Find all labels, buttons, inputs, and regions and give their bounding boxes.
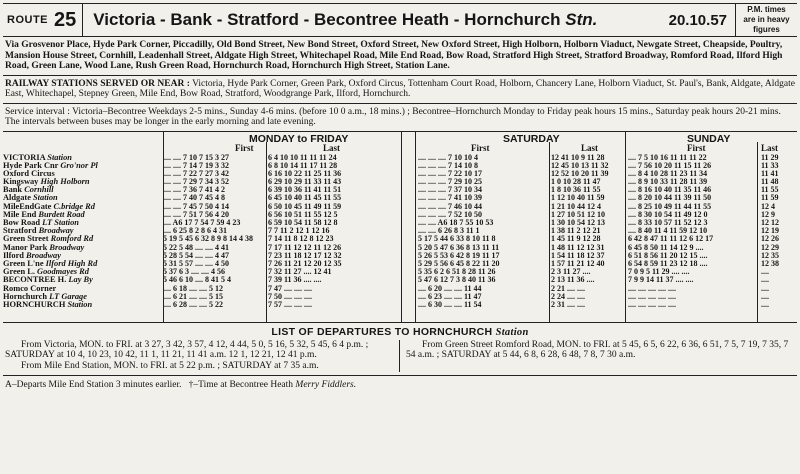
divider-sat-sun <box>625 132 626 322</box>
time-row: 12 35 <box>761 250 779 260</box>
stop-row <box>3 178 163 186</box>
time-row: 7 50 .... .... .... <box>268 291 312 301</box>
time-row: 6 59 10 54 11 58 12 8 <box>268 218 338 227</box>
time-row: 12 45 10 13 11 32 <box>551 160 609 170</box>
time-row: 1 12 10 40 11 59 <box>551 193 605 203</box>
departures-list <box>3 338 797 376</box>
time-row: 7 9 9 14 11 37 .... .... <box>628 275 694 285</box>
departures-green-street: From Green Street Romford Road, MON. to FRI. at 5 45, 6 5, 6 22, 6 36, 6 51, 7 5, 7 19, 7 35, 7 54 a.m. ; SATURDAY at 5 44, 6 8, 6 28, 6 48, 7 8, 7 30 a.m. <box>406 339 789 361</box>
stop-row <box>3 285 163 293</box>
time-row: .... 8 16 10 40 11 35 11 46 <box>628 185 712 195</box>
route-header <box>3 3 797 37</box>
time-row: .... 6 20 .... .... 11 44 <box>418 283 482 293</box>
stop-name: Bank <box>3 186 25 195</box>
time-row: 6 39 10 36 11 41 11 51 <box>268 185 342 195</box>
stop-name: Kingsway <box>3 178 41 187</box>
time-row: 6 45 10 40 11 45 11 55 <box>268 193 342 203</box>
departures-left <box>5 340 400 372</box>
saturday-last-label: Last <box>581 142 599 153</box>
time-row: 6 4 10 10 11 11 11 24 <box>268 152 337 162</box>
time-row: .... .... 7 36 7 41 4 2 <box>163 185 225 195</box>
stop-name: Romco Corner <box>3 284 57 293</box>
stop-name: Bow Road <box>3 219 43 227</box>
stop-suffix: Goodmayes Rd <box>37 268 89 277</box>
time-row: .... 7 56 10 20 11 15 11 26 <box>628 160 712 170</box>
stop-row <box>3 162 163 170</box>
time-row: 7 17 11 12 12 11 12 26 <box>268 242 342 252</box>
time-row: .... 8 33 10 57 11 52 12 3 <box>628 218 708 227</box>
time-row: 7 57 .... .... .... <box>268 299 312 309</box>
stop-row <box>3 276 163 284</box>
stop-row <box>3 170 163 178</box>
stop-suffix: Romford Rd <box>50 235 94 244</box>
time-row: .... <box>761 283 769 293</box>
footnotes <box>3 376 797 395</box>
time-row: .... .... .... .... .... <box>628 291 676 301</box>
stop-name: Ilford <box>3 251 27 260</box>
time-row: .... 8 20 10 44 11 39 11 50 <box>628 193 712 203</box>
time-row: 5 20 5 47 6 36 8 13 11 11 <box>418 242 500 252</box>
stop-suffix: Broadway <box>26 251 61 260</box>
time-row: .... 8 25 10 49 11 44 11 55 <box>628 201 712 211</box>
saturday-first-label: First <box>471 142 490 153</box>
time-row: 7 26 11 21 12 20 12 35 <box>268 258 342 268</box>
time-row: 5 35 6 2 6 51 8 28 11 26 <box>418 267 496 277</box>
time-row: .... .... .... 7 22 10 17 <box>418 168 482 178</box>
section-title-mon-fri: MONDAY to FRIDAY <box>249 132 349 145</box>
time-row: .... .... .... 7 52 10 50 <box>418 209 482 219</box>
stop-row <box>3 252 163 260</box>
time-row: 11 29 <box>761 152 779 162</box>
time-row: 1 45 11 9 12 28 <box>551 234 601 244</box>
mon-fri-last-label: Last <box>323 142 341 153</box>
time-row: .... 6 23 .... .... 11 47 <box>418 291 482 301</box>
time-row: 5 19 5 45 6 32 8 9 8 14 4 38 <box>163 234 253 244</box>
stop-suffix: Broadway <box>49 243 85 252</box>
time-row: 11 41 <box>761 168 779 178</box>
time-row: .... 6 28 .... .... 5 22 <box>163 299 223 309</box>
time-row: .... 8 40 11 4 11 59 12 10 <box>628 226 708 236</box>
time-row: 6 51 8 56 11 20 12 15 .... <box>628 250 708 260</box>
stop-row <box>3 186 163 194</box>
time-row: .... 7 5 10 16 11 11 11 22 <box>628 152 707 162</box>
time-row: 12 9 <box>761 209 775 219</box>
time-row: 5 37 6 3 .... .... 4 56 <box>163 267 225 277</box>
stop-name: Hornchurch <box>3 292 50 301</box>
stop-suffix: Lay By <box>68 276 93 285</box>
timetable-page <box>3 3 797 471</box>
stop-name: Mile End <box>3 210 39 219</box>
route-word: ROUTE <box>7 14 48 26</box>
railway-stations-text: Victoria, Hyde Park Corner, Green Park, Oxford Circus, Tottenham Court Road, Holborn, Chancery Lane, Holborn Viaduct, St. Paul's, Bank, Aldgate, Aldgate East, Whitechapel, Stepney Green, Mile End, Bow Road, Stratford, Woodgrange Park, Ilford, Hornchurch. <box>5 78 795 99</box>
stop-suffix: High Holborn <box>40 178 90 187</box>
divider-sun-mid <box>757 142 758 322</box>
departures-mile-end: From Mile End Station, MON. to FRI. at 5 22 p.m. ; SATURDAY at 7 35 a.m. <box>21 361 319 372</box>
departures-title-text: LIST OF DEPARTURES TO HORNCHURCH <box>271 325 493 338</box>
stop-row <box>3 260 163 268</box>
stop-row <box>3 211 163 219</box>
time-row: 1 57 11 21 12 40 <box>551 258 605 268</box>
time-row: 7 7 11 2 12 1 12 16 <box>268 226 330 236</box>
time-row: .... .... .... .... .... <box>628 299 676 309</box>
time-row: .... 6 30 .... .... 11 54 <box>418 299 482 309</box>
time-row: .... .... .... 7 14 10 8 <box>418 160 478 170</box>
railway-stations-label: RAILWAY STATIONS SERVED OR NEAR : <box>5 78 190 89</box>
footnote-b: †–Time at Becontree Heath <box>188 379 294 390</box>
stop-suffix: Station <box>33 194 58 203</box>
time-row: .... .... 7 14 7 19 3 32 <box>163 160 229 170</box>
time-row: 5 22 5 48 .... .... 4 41 <box>163 242 229 252</box>
time-row: 6 45 8 50 11 14 12 9 .... <box>628 242 704 252</box>
stop-row <box>3 219 163 227</box>
time-row: 6 50 10 45 11 49 11 59 <box>268 201 342 211</box>
stop-row <box>3 268 163 276</box>
time-row: .... .... .... 7 29 10 25 <box>418 177 482 187</box>
route-title-text: Victoria - Bank - Stratford - Becontree Heath - Hornchurch <box>93 10 561 29</box>
time-row: 7 32 11 27 .... 12 41 <box>268 267 332 277</box>
time-row: 1 48 11 12 12 31 <box>551 242 605 252</box>
route-title-suffix: Stn. <box>565 10 598 29</box>
time-row: 6 16 10 22 11 25 11 36 <box>268 168 342 178</box>
stop-name: MileEndGate <box>3 202 54 211</box>
time-row: 7 23 11 18 12 17 12 32 <box>268 250 342 260</box>
stop-name: VICTORIA <box>3 153 48 162</box>
sunday-first-times <box>628 154 753 310</box>
stop-suffix: C.bridge Rd <box>53 202 95 211</box>
time-row: 7 47 .... .... .... <box>268 283 312 293</box>
timetable-grid <box>3 131 797 323</box>
time-row: 12 41 10 9 11 28 <box>551 152 605 162</box>
stop-suffix: Gro'nor Pl <box>60 161 98 170</box>
time-row: 1 21 10 44 12 4 <box>551 201 601 211</box>
stop-row <box>3 301 163 309</box>
stop-suffix: Cornhill <box>24 186 54 195</box>
time-row: .... 6 18 .... .... 5 12 <box>163 283 223 293</box>
stop-suffix: Burdett Road <box>38 210 85 219</box>
time-row: .... .... .... 7 46 10 44 <box>418 201 482 211</box>
time-row: 12 26 <box>761 234 779 244</box>
time-row: .... .... 7 51 7 56 4 20 <box>163 209 229 219</box>
time-row: 6 54 8 59 11 23 12 18 .... <box>628 258 708 268</box>
service-interval: Service interval : Victoria–Becontree Weekdays 2-5 mins., Sunday 4-6 mins. (before 10 0 a.m., 18 mins.) ; Becontree–Hornchurch Monday to Friday peak hours 15 mins., Saturday peak hours 20-21 mins. The intervals between buses may be longer in the early morning and late evening. <box>5 106 781 127</box>
time-row: 2 3 11 27 .... <box>551 267 591 277</box>
time-row: 2 21 .... .... <box>551 283 585 293</box>
stop-row <box>3 244 163 252</box>
stop-name: Green L'ne <box>3 259 46 268</box>
time-row: 1 38 11 2 12 21 <box>551 226 601 236</box>
stop-suffix: Ilford High Rd <box>45 259 98 268</box>
time-row: 12 19 <box>761 226 779 236</box>
time-row: 6 42 8 47 11 11 12 6 12 17 <box>628 234 714 244</box>
time-row: .... <box>761 267 769 277</box>
time-row: 1 27 10 51 12 10 <box>551 209 605 219</box>
stop-row <box>3 293 163 301</box>
saturday-last-times <box>551 154 623 310</box>
stop-row <box>3 227 163 235</box>
time-row: 11 48 <box>761 177 779 187</box>
time-row: 5 31 5 57 .... .... 4 50 <box>163 258 229 268</box>
divider-mf-sat <box>401 132 402 322</box>
stop-name: Oxford Circus <box>3 169 55 178</box>
time-row: .... <box>761 275 769 285</box>
route-number-box <box>3 4 83 36</box>
time-row: 1 8 10 36 11 55 <box>551 185 601 195</box>
section-title-saturday: SATURDAY <box>503 132 560 145</box>
footnote-b-place: Merry Fiddlers. <box>295 379 357 390</box>
pm-note: P.M. times are in heavy figures <box>735 4 797 36</box>
time-row: 5 47 6 12 7 3 8 40 11 36 <box>418 275 496 285</box>
stop-suffix: LT Station <box>42 219 79 227</box>
time-row: .... .... .... 7 10 10 4 <box>418 152 478 162</box>
time-row: 6 29 10 29 11 33 11 43 <box>268 177 342 187</box>
time-row: .... .... 7 10 7 15 3 27 <box>163 152 229 162</box>
time-row: 7 14 11 8 12 8 12 23 <box>268 234 334 244</box>
time-row: 12 4 <box>761 201 775 211</box>
time-row: 11 55 <box>761 185 779 195</box>
time-row: .... .... 7 45 7 50 4 14 <box>163 201 229 211</box>
stop-name: HORNCHURCH <box>3 300 68 309</box>
sunday-last-times <box>761 154 795 310</box>
time-row: 5 28 5 54 .... .... 4 47 <box>163 250 229 260</box>
divider-mf-sat-2 <box>415 132 416 322</box>
stop-row <box>3 235 163 243</box>
time-row: .... .... 6 26 8 3 11 1 <box>418 226 480 236</box>
route-date: 20.10.57 <box>668 11 727 29</box>
via-route-description: Via Grosvenor Place, Hyde Park Corner, Piccadilly, Old Bond Street, New Bond Street, Oxford Street, New Oxford Street, High Holborn, Holborn Viaduct, Newgate Street, Cheapside, Poultry, Mansion House Street, Cornhill, Leadenhall Street, Aldgate High Street, Whitechapel Road, Mile End Road, Bow Road, Stratford High Street, Stratford Broadway, Romford Road, Ilford High Road, Green Lane, Wood Lane, Rush Green Road, Hornchurch Road, Hornchurch High Street, Station Lane. <box>3 37 797 76</box>
time-row: 2 13 11 36 .... <box>551 275 595 285</box>
time-row: 2 31 .... .... <box>551 299 585 309</box>
departures-title <box>3 323 797 338</box>
time-row: 2 24 .... .... <box>551 291 585 301</box>
mon-fri-last-times <box>268 154 394 310</box>
railway-stations <box>3 76 797 104</box>
time-row: 1 30 10 54 12 13 <box>551 218 605 227</box>
time-row: 6 56 10 51 11 55 12 5 <box>268 209 338 219</box>
stop-row <box>3 194 163 202</box>
stop-row <box>3 203 163 211</box>
time-row: 5 26 5 53 6 42 8 19 11 17 <box>418 250 500 260</box>
stop-name: Hyde Park Cnr <box>3 161 61 170</box>
time-row: .... .... 7 29 7 34 3 52 <box>163 177 229 187</box>
time-row: .... .... .... 7 37 10 34 <box>418 185 482 195</box>
time-row: .... .... 7 22 7 27 3 42 <box>163 168 229 178</box>
footnote-a: A–Departs Mile End Station 3 minutes earlier. <box>5 379 182 390</box>
time-row: .... .... .... 7 41 10 39 <box>418 193 482 203</box>
stop-name: Manor Park <box>3 243 50 252</box>
time-row: .... .... .... .... .... <box>628 283 676 293</box>
time-row: 1 54 11 18 12 37 <box>551 250 605 260</box>
time-row: 1 0 10 28 11 47 <box>551 177 601 187</box>
stop-name: BECONTREE H. <box>3 276 69 285</box>
stop-suffix: Station <box>67 300 93 309</box>
section-title-sunday: SUNDAY <box>687 132 731 145</box>
stop-suffix: Station <box>47 153 72 162</box>
time-row: .... <box>761 299 769 309</box>
route-title <box>83 10 660 30</box>
departures-right <box>400 340 795 372</box>
departures-victoria: From Victoria, MON. to FRI. at 3 27, 3 42, 3 57, 4 12, 4 44, 5 0, 5 16, 5 32, 5 45, 6 4 p.m. ; SATURDAY at 10 4, 10 23, 10 42, 11 1, 11 21, 11 41 a.m. 12 1, 12 21, 12 41 p.m. <box>5 339 369 361</box>
time-row: .... .... 7 40 7 45 4 8 <box>163 193 225 203</box>
stop-names-column <box>3 154 163 310</box>
time-row: 12 38 <box>761 258 779 268</box>
stop-name: Green Street <box>3 235 51 244</box>
mon-fri-first-label: First <box>235 142 254 153</box>
mon-fri-first-times <box>163 154 265 310</box>
time-row: 12 29 <box>761 242 779 252</box>
time-row: .... A6 17 7 54 7 59 4 23 <box>163 218 241 227</box>
time-row: 6 8 10 14 11 17 11 28 <box>268 160 338 170</box>
saturday-first-times <box>418 154 548 310</box>
stop-name: Stratford <box>3 227 39 236</box>
time-row: 11 33 <box>761 160 779 170</box>
time-row: 5 29 5 56 6 45 8 22 11 20 <box>418 258 500 268</box>
time-row: .... 8 4 10 28 11 23 11 34 <box>628 168 708 178</box>
time-row: .... .... A6 18 7 55 10 53 <box>418 218 494 227</box>
stop-name: Green L. <box>3 268 38 277</box>
time-row: 12 12 <box>761 218 779 227</box>
time-row: 12 52 10 20 11 39 <box>551 168 609 178</box>
divider-sat-mid <box>549 142 550 322</box>
departures-title-suffix: Station <box>495 326 529 338</box>
time-row: .... <box>761 291 769 301</box>
stop-name: Aldgate <box>3 194 34 203</box>
time-row: 11 59 <box>761 193 779 203</box>
divider-mf-mid <box>266 142 267 322</box>
time-row: .... 6 21 .... .... 5 15 <box>163 291 223 301</box>
sunday-first-label: First <box>687 142 706 153</box>
divider-stops <box>163 132 164 322</box>
stop-row <box>3 154 163 162</box>
time-row: 5 17 5 44 6 33 8 10 11 8 <box>418 234 496 244</box>
stop-suffix: Broadway <box>38 227 74 236</box>
stop-suffix: LT Garage <box>49 292 87 301</box>
time-row: 7 0 9 5 11 29 .... .... <box>628 267 690 277</box>
route-number: 25 <box>54 8 77 31</box>
time-row: .... 6 25 8 2 8 6 4 31 <box>163 226 227 236</box>
time-row: .... 8 30 10 54 11 49 12 0 <box>628 209 708 219</box>
time-row: 7 39 11 36 .... .... <box>268 275 322 285</box>
time-row: .... 8 9 10 33 11 28 11 39 <box>628 177 708 187</box>
time-row: 5 46 6 10 .... 8 41 5 4 <box>163 275 231 285</box>
sunday-last-label: Last <box>761 142 779 153</box>
